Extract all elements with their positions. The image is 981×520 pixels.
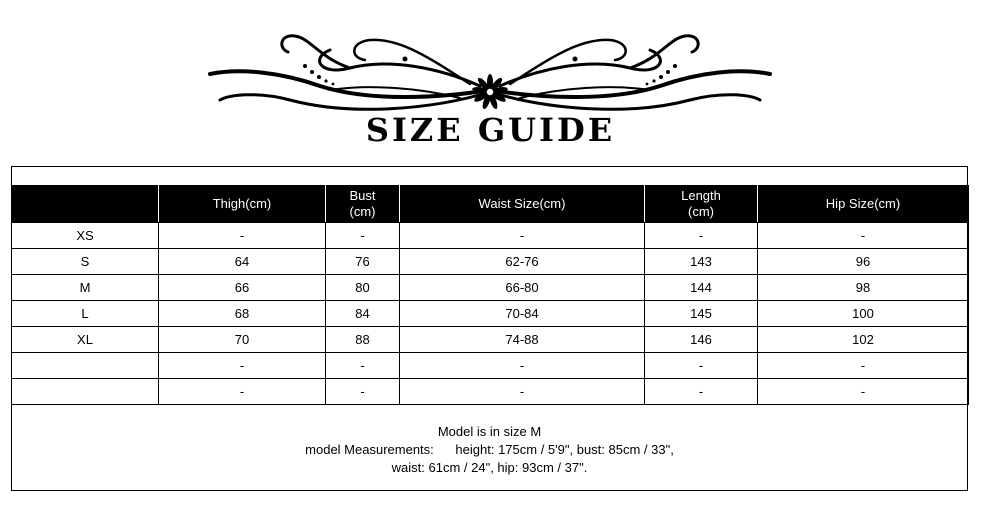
waist-cell: 62-76 bbox=[400, 249, 645, 275]
length-cell: 143 bbox=[645, 249, 758, 275]
model-measurements-text-2: waist: 61cm / 24", hip: 93cm / 37". bbox=[391, 460, 588, 475]
thigh-cell: 66 bbox=[159, 275, 326, 301]
length-cell: 145 bbox=[645, 301, 758, 327]
size-table bbox=[11, 185, 969, 405]
table-row bbox=[12, 301, 969, 327]
bust-cell: 88 bbox=[326, 327, 400, 353]
table-row bbox=[12, 275, 969, 301]
bust-cell: - bbox=[326, 223, 400, 249]
length-cell: - bbox=[645, 379, 758, 405]
header-waist: Waist Size(cm) bbox=[400, 186, 645, 223]
length-cell: - bbox=[645, 223, 758, 249]
hip-cell: - bbox=[758, 379, 969, 405]
waist-cell: 70-84 bbox=[400, 301, 645, 327]
header-hip: Hip Size(cm) bbox=[758, 186, 969, 223]
bust-cell: 84 bbox=[326, 301, 400, 327]
table-row bbox=[12, 353, 969, 379]
size-cell bbox=[12, 379, 159, 405]
header-size bbox=[12, 186, 159, 223]
table-row bbox=[12, 223, 969, 249]
thigh-cell: - bbox=[159, 379, 326, 405]
waist-cell: 74-88 bbox=[400, 327, 645, 353]
length-cell: 144 bbox=[645, 275, 758, 301]
bust-cell: 76 bbox=[326, 249, 400, 275]
length-cell: 146 bbox=[645, 327, 758, 353]
bust-cell: 80 bbox=[326, 275, 400, 301]
thigh-cell: 68 bbox=[159, 301, 326, 327]
header-length-label: Length (cm) bbox=[681, 188, 721, 219]
thigh-cell: 70 bbox=[159, 327, 326, 353]
waist-cell: 66-80 bbox=[400, 275, 645, 301]
thigh-cell: - bbox=[159, 353, 326, 379]
hip-cell: - bbox=[758, 223, 969, 249]
table-row bbox=[12, 327, 969, 353]
header-bust bbox=[326, 186, 400, 223]
model-size-text: Model is in size M bbox=[437, 424, 542, 439]
waist-cell: - bbox=[400, 353, 645, 379]
thigh-cell: 64 bbox=[159, 249, 326, 275]
size-cell: M bbox=[12, 275, 159, 301]
size-cell: L bbox=[12, 301, 159, 327]
hip-cell: - bbox=[758, 353, 969, 379]
table-row bbox=[12, 249, 969, 275]
header-length bbox=[645, 186, 758, 223]
waist-cell: - bbox=[400, 223, 645, 249]
size-cell bbox=[12, 353, 159, 379]
hip-cell: 102 bbox=[758, 327, 969, 353]
waist-cell: - bbox=[400, 379, 645, 405]
hip-cell: 100 bbox=[758, 301, 969, 327]
bust-cell: - bbox=[326, 353, 400, 379]
table-header-row bbox=[12, 186, 969, 223]
size-cell: S bbox=[12, 249, 159, 275]
header-bust-label: Bust (cm) bbox=[349, 188, 376, 219]
flourish-ornament bbox=[200, 28, 780, 118]
size-cell: XL bbox=[12, 327, 159, 353]
size-cell: XS bbox=[12, 223, 159, 249]
bust-cell: - bbox=[326, 379, 400, 405]
length-cell: - bbox=[645, 353, 758, 379]
header-thigh: Thigh(cm) bbox=[159, 186, 326, 223]
page-title: SIZE GUIDE bbox=[365, 111, 616, 149]
table-row bbox=[12, 379, 969, 405]
model-note bbox=[11, 423, 968, 477]
model-measurements-text: model Measurements: height: 175cm / 5'9", bust: 85cm / 33", bbox=[305, 442, 674, 457]
hip-cell: 96 bbox=[758, 249, 969, 275]
hip-cell: 98 bbox=[758, 275, 969, 301]
thigh-cell: - bbox=[159, 223, 326, 249]
